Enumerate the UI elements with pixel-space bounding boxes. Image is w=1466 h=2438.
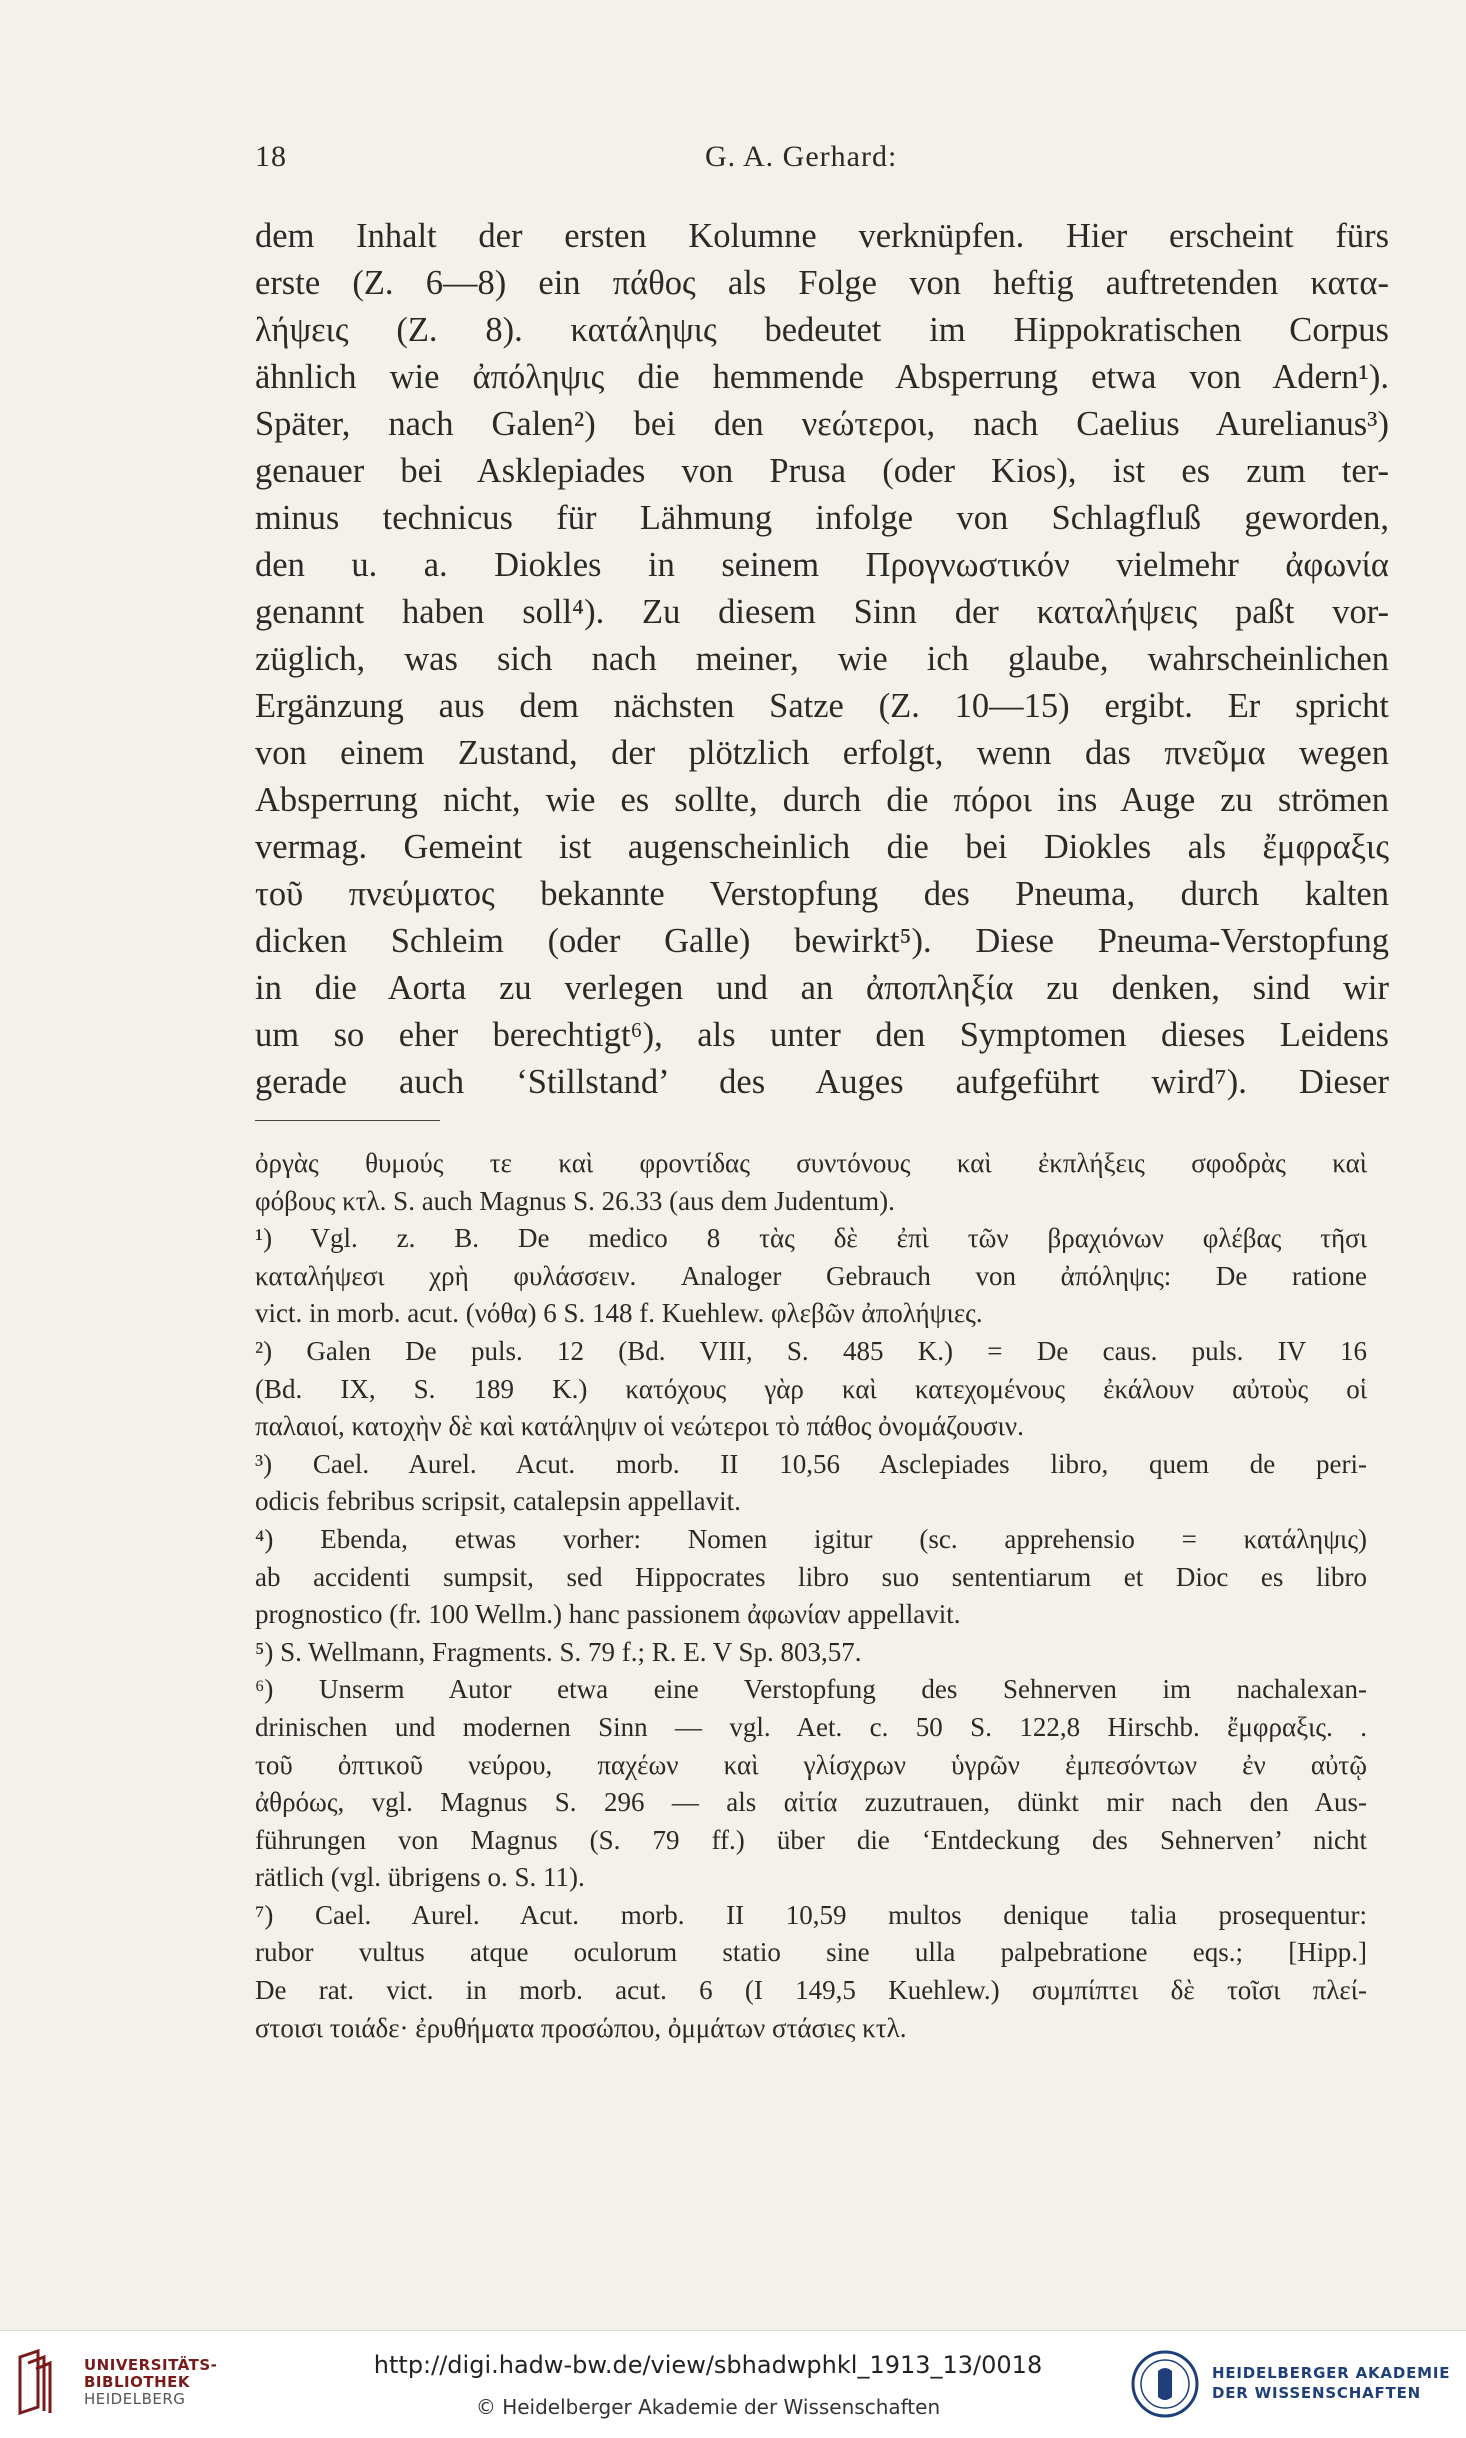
footnote-line: drinischen und modernen Sinn — vgl. Aet. c. 50 S. 122,8 Hirschb. ἔμφραξις. . xyxy=(255,1711,1367,1742)
viewer-footer xyxy=(0,2330,1466,2438)
footnote-line: ⁵) S. Wellmann, Fragments. S. 79 f.; R. E. V Sp. 803,57. xyxy=(255,1636,862,1667)
library-name-line: UNIVERSITÄTS- xyxy=(84,2356,218,2374)
body-line: genauer bei Asklepiades von Prusa (oder Kios), ist es zum ter- xyxy=(255,452,1389,490)
academy-name xyxy=(1212,2363,1450,2403)
footnote-line: rätlich (vgl. übrigens o. S. 11). xyxy=(255,1862,585,1893)
body-line: Absperrung nicht, wie es sollte, durch die πόροι ins Auge zu strömen xyxy=(255,781,1389,819)
footnote-line: ἀθρόως, vgl. Magnus S. 296 — als αἰτία zuzutrauen, dünkt mir nach den Aus- xyxy=(255,1787,1367,1818)
footnote-line: ²) Galen De puls. 12 (Bd. VIII, S. 485 K.) = De caus. puls. IV 16 xyxy=(255,1335,1367,1366)
academy-seal-icon xyxy=(1130,2349,1200,2419)
footnote-line: ⁶) Unserm Autor etwa eine Verstopfung des Sehnerven im nachalexan- xyxy=(255,1674,1367,1705)
copyright-notice: © Heidelberger Akademie der Wissenschaften xyxy=(475,2395,941,2419)
footnote-line: führungen von Magnus (S. 79 ff.) über die ‘Entdeckung des Sehnerven’ nicht xyxy=(255,1824,1367,1855)
library-name-line: BIBLIOTHEK xyxy=(84,2373,190,2391)
academy-name-line: HEIDELBERGER AKADEMIE xyxy=(1212,2364,1451,2382)
body-line: ähnlich wie ἀπόληψις die hemmende Absperrung etwa von Adern¹). xyxy=(255,358,1389,396)
body-line: τοῦ πνεύματος bekannte Verstopfung des Pneuma, durch kalten xyxy=(255,875,1389,913)
body-line: in die Aorta zu verlegen und an ἀποπληξία zu denken, sind wir xyxy=(255,969,1389,1007)
footnote-line: prognostico (fr. 100 Wellm.) hanc passionem ἀφωνίαν appellavit. xyxy=(255,1599,961,1630)
body-text xyxy=(255,213,1389,1106)
body-line: züglich, was sich nach meiner, wie ich glaube, wahrscheinlichen xyxy=(255,640,1389,678)
footnote-line: ⁴) Ebenda, etwas vorher: Nomen igitur (sc. apprehensio = κατάληψις) xyxy=(255,1523,1367,1554)
footnote-line: φόβους κτλ. S. auch Magnus S. 26.33 (aus dem Judentum). xyxy=(255,1185,895,1216)
footnote-line: ὀργὰς θυμούς τε καὶ φροντίδας συντόνους καὶ ἐκπλήξεις σφοδρὰς καὶ xyxy=(255,1148,1367,1178)
running-title: G. A. Gerhard: xyxy=(705,140,898,173)
body-line: gerade auch ‘Stillstand’ des Auges aufgeführt wird⁷). Dieser xyxy=(255,1063,1389,1101)
footnote-line: τοῦ ὀπτικοῦ νεύρου, παχέων καὶ γλίσχρων ὑγρῶν ἐμπεσόντων ἐν αὐτῷ xyxy=(255,1749,1367,1780)
body-line: genannt haben soll⁴). Zu diesem Sinn der καταλήψεις paßt vor- xyxy=(255,593,1389,631)
footnote-line: ⁷) Cael. Aurel. Acut. morb. II 10,59 multos denique talia prosequentur: xyxy=(255,1899,1367,1930)
footnote-line: παλαιοί, κατοχὴν δὲ καὶ κατάληψιν οἱ νεώτεροι τὸ πάθος ὀνομάζουσιν. xyxy=(255,1411,1024,1442)
running-head xyxy=(255,140,1375,180)
library-name-line: HEIDELBERG xyxy=(84,2390,186,2408)
body-line: vermag. Gemeint ist augenscheinlich die bei Diokles als ἔμφραξις xyxy=(255,828,1389,866)
permalink-url[interactable]: http://digi.hadw-bw.de/view/sbhadwphkl_1913_13/0018 xyxy=(373,2351,1043,2379)
footnote-line: De rat. vict. in morb. acut. 6 (I 149,5 Kuehlew.) συμπίπτει δὲ τοῖσι πλεί- xyxy=(255,1975,1367,2006)
footnote-divider xyxy=(255,1120,440,1121)
footnote-line: ¹) Vgl. z. B. De medico 8 τὰς δὲ ἐπὶ τῶν βραχιόνων φλέβας τῆσι xyxy=(255,1223,1367,1254)
body-line: Später, nach Galen²) bei den νεώτεροι, nach Caelius Aurelianus³) xyxy=(255,405,1389,443)
body-line: λήψεις (Z. 8). κατάληψις bedeutet im Hippokratischen Corpus xyxy=(255,311,1389,349)
body-line: dem Inhalt der ersten Kolumne verknüpfen. Hier erscheint fürs xyxy=(255,217,1389,255)
footnote-line: rubor vultus atque oculorum statio sine ulla palpebratione eqs.; [Hipp.] xyxy=(255,1937,1367,1968)
body-line: minus technicus für Lähmung infolge von Schlagfluß geworden, xyxy=(255,499,1389,537)
academy-name-line: DER WISSENSCHAFTEN xyxy=(1212,2384,1421,2402)
body-line: Ergänzung aus dem nächsten Satze (Z. 10—15) ergibt. Er spricht xyxy=(255,687,1389,725)
body-line: erste (Z. 6—8) ein πάθος als Folge von heftig auftretenden κατα- xyxy=(255,264,1389,302)
body-line: von einem Zustand, der plötzlich erfolgt, wenn das πνεῦμα wegen xyxy=(255,734,1389,772)
footnotes xyxy=(255,1145,1367,2047)
footnote-line: vict. in morb. acut. (νόθα) 6 S. 148 f. Kuehlew. φλεβῶν ἀπολήψιες. xyxy=(255,1298,983,1329)
footnote-line: (Bd. IX, S. 189 K.) κατόχους γὰρ καὶ κατεχομένους ἐκάλουν αὐτοὺς οἱ xyxy=(255,1373,1367,1404)
body-line: den u. a. Diokles in seinem Προγνωστικόν vielmehr ἀφωνία xyxy=(255,546,1389,584)
footnote-line: ³) Cael. Aurel. Acut. morb. II 10,56 Asclepiades libro, quem de peri- xyxy=(255,1448,1367,1479)
footnote-line: καταλήψεσι χρὴ φυλάσσειν. Analoger Gebrauch von ἀπόληψις: De ratione xyxy=(255,1260,1367,1291)
university-library-name xyxy=(84,2357,217,2408)
body-line: dicken Schleim (oder Galle) bewirkt⁵). Diese Pneuma-Verstopfung xyxy=(255,922,1389,960)
footnote-line: odicis febribus scripsit, catalepsin appellavit. xyxy=(255,1486,741,1517)
university-library-logo-icon xyxy=(14,2347,74,2417)
footnote-line: ab accidenti sumpsit, sed Hippocrates libro suo sententiarum et Dioc es libro xyxy=(255,1561,1367,1592)
page-number: 18 xyxy=(255,140,287,173)
footnote-line: στοισι τοιάδε· ἐρυθήματα προσώπου, ὀμμάτων στάσιες κτλ. xyxy=(255,2012,907,2043)
body-line: um so eher berechtigt⁶), als unter den Symptomen dieses Leidens xyxy=(255,1016,1389,1054)
